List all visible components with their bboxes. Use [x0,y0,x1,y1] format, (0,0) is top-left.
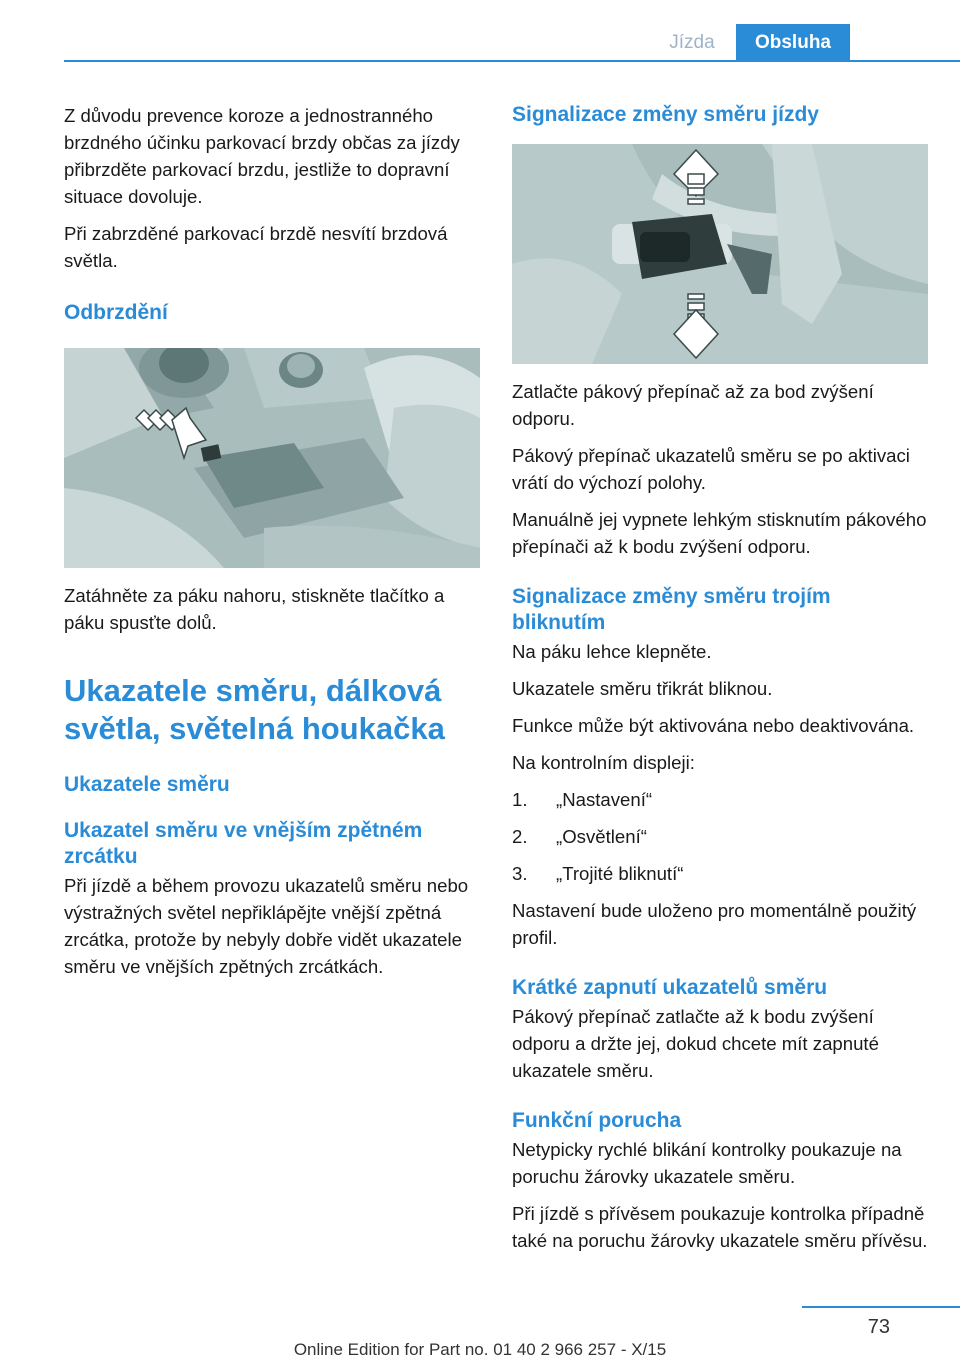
page-number: 73 [867,1316,890,1338]
list-item [512,786,928,813]
heading-triple-blink: Signalizace změny směru trojím bliknutím [512,585,831,634]
turn-signal-lever-illustration [512,144,928,364]
heading-mirror-indicator: Ukazatel směru ve vnějším zpětném zrcátku [64,819,423,868]
figure-turn-signal-lever [512,144,928,364]
right-column [512,102,928,1264]
header-rule [64,60,960,62]
header-chapter-tab[interactable]: Jízda [669,32,715,53]
list-item [512,860,928,887]
step-text: „Nastavení“ [556,789,653,810]
heading-indicators: Ukazatele směru [64,773,230,796]
heading-release: Odbrzdění [64,301,168,324]
heading-malfunction: Funkční porucha [512,1109,682,1132]
heading-main-section: Ukazatele směru, dálková světla, světelná houkačka [64,673,445,746]
paragraph-fast-blink: Netypicky rychlé blikání kontrolky poukazuje na poruchu žárovky ukazatele směru. [512,1139,902,1187]
paragraph-signal-off: Manuálně jej vypnete lehkým stisknutím pákového přepínači až k bodu zvýšení odporu. [512,509,927,557]
paragraph-trailer: Při jízdě s přívěsem poukazuje kontrolka případně také na poruchu žárovky ukazatele směru přívěsu. [512,1203,928,1251]
paragraph-tap: Na páku lehce klepněte. [512,641,712,662]
list-item [512,823,928,850]
paragraph-mirror: Při jízdě a během provozu ukazatelů směru nebo výstražných světel nepřiklápějte vnější zpětná zrcátka, protože by nebyly dobře vidět ukazatele směru ve vnějších zpětných zrcátkách. [64,875,469,977]
paragraph-release: Zatáhněte za páku nahoru, stiskněte tlačítko a páku spusťte dolů. [64,585,445,633]
left-column [64,102,482,990]
edition-footer: Online Edition for Part no. 01 40 2 966 257 - X/15 [293,1340,667,1359]
paragraph-blink-three: Ukazatele směru třikrát bliknou. [512,678,773,699]
figure-parking-brake [64,348,480,568]
paragraph-corrosion: Z důvodu prevence koroze a jednostranného brzdného účinku parkovací brzdy občas za jízdy přibrzděte parkovací brzdu, jestliže to dopravní situace dovoluje. [64,105,460,207]
footer-rule [802,1306,960,1308]
paragraph-short-activation: Pákový přepínač zatlačte až k bodu zvýšení odporu a držte jej, dokud chcete mít zapnuté ukazatele směru. [512,1006,879,1081]
heading-short-activation: Krátké zapnutí ukazatelů směru [512,976,828,999]
step-number: 2. [512,826,528,847]
menu-steps-list [512,786,928,887]
paragraph-signal-push: Zatlačte pákový přepínač až za bod zvýšení odporu. [512,381,874,429]
paragraph-brake-lights: Při zabrzděné parkovací brzdě nesvítí brzdová světla. [64,223,448,271]
step-number: 3. [512,863,528,884]
header-section-tab[interactable]: Obsluha [736,24,850,61]
paragraph-activation: Funkce může být aktivována nebo deaktivována. [512,715,915,736]
paragraph-signal-return: Pákový přepínač ukazatelů směru se po aktivaci vrátí do výchozí polohy. [512,445,910,493]
step-text: „Osvětlení“ [556,826,647,847]
paragraph-profile-saved: Nastavení bude uloženo pro momentálně použitý profil. [512,900,917,948]
step-text: „Trojité bliknutí“ [556,863,684,884]
step-number: 1. [512,789,528,810]
heading-signal: Signalizace změny směru jízdy [512,103,819,126]
parking-brake-illustration [64,348,480,568]
paragraph-display: Na kontrolním displeji: [512,752,695,773]
